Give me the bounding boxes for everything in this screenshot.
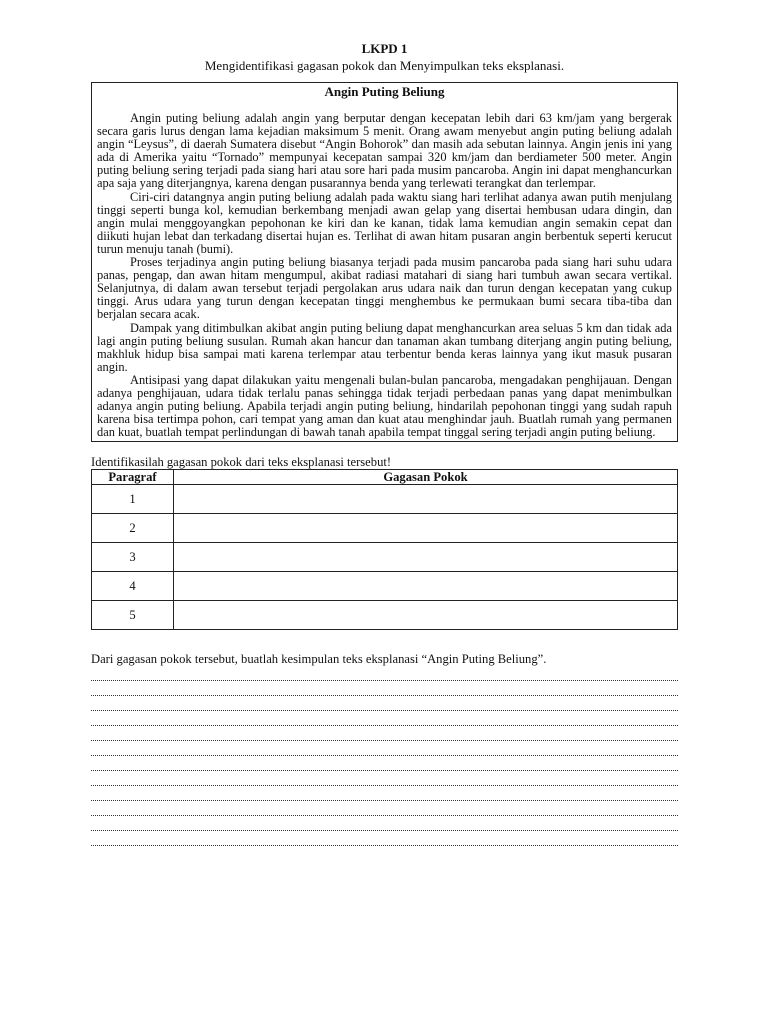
- reading-paragraph-5: Antisipasi yang dapat dilakukan yaitu mengenali bulan-bulan pancaroba, mengadakan penghijauan. Dengan adanya penghijauan, udara tidak terlalu panas sehingga tidak terjadi perbedaan panas yang dapat menimbulkan adanya angin puting beliung. Apabila terjadi angin puting beliung, hindarilah pepohonan tinggi yang sudah rapuh karena bisa tertimpa pohon, cari tempat yang aman dan kuat atau menghindar jauh. Buatlah rumah yang permanen dan kuat, buatlah tempat perlindungan di bawah tanah apabila tempat tinggal sering terjadi angin puting beliung.: [97, 372, 672, 440]
- table-row: [92, 543, 678, 572]
- table-row: [92, 601, 678, 630]
- main-idea-answer-cell[interactable]: [174, 601, 678, 630]
- paragraph-number-cell: 3: [92, 543, 174, 572]
- main-idea-table: [91, 469, 678, 630]
- dotted-answer-line[interactable]: [91, 771, 678, 786]
- dotted-answer-line[interactable]: [91, 831, 678, 846]
- task1-instruction: Identifikasilah gagasan pokok dari teks eksplanasi tersebut!: [91, 455, 392, 470]
- paragraph-number-cell: 2: [92, 514, 174, 543]
- table-header-row: [92, 470, 678, 485]
- conclusion-answer-lines[interactable]: [91, 666, 678, 846]
- page-title: LKPD 1: [361, 41, 408, 56]
- worksheet-page: [91, 40, 678, 846]
- reading-title: Angin Puting Beliung: [324, 84, 445, 99]
- dotted-answer-line[interactable]: [91, 756, 678, 771]
- dotted-answer-line[interactable]: [91, 726, 678, 741]
- paragraph-number-cell: 5: [92, 601, 174, 630]
- reading-paragraph-4: Dampak yang ditimbulkan akibat angin puting beliung dapat menghancurkan area seluas 5 km dan tidak ada lagi angin puting beliung susulan. Rumah akan hancur dan tanaman akan tumbang diterjang angin puting beliung, makhluk hidup bisa sampai mati karena terlempar atau terbentur benda keras lainnya yang ikut masuk pusaran angin.: [97, 320, 672, 374]
- dotted-answer-line[interactable]: [91, 801, 678, 816]
- reading-paragraph-2: Ciri-ciri datangnya angin puting beliung adalah pada waktu siang hari terlihat adanya awan putih menjulang tinggi seperti bunga kol, kemudian berkembang menjadi awan gelap yang disertai hembusan udara dingin, dan angin mulai menggoyangkan pepohonan ke kiri dan ke kanan, tidak lama kemudian angin semakin cepat dan diikuti hujan lebat dan terkadang disertai hujan es. Terlihat di awan hitam pusaran angin berbentuk seperti kerucut turun menuju tanah (bumi).: [97, 189, 672, 256]
- column-header-gagasan-pokok: Gagasan Pokok: [174, 470, 678, 485]
- paragraph-number-cell: 4: [92, 572, 174, 601]
- reading-text-box: [91, 82, 678, 442]
- dotted-answer-line[interactable]: [91, 786, 678, 801]
- main-idea-answer-cell[interactable]: [174, 543, 678, 572]
- dotted-answer-line[interactable]: [91, 666, 678, 681]
- table-row: [92, 514, 678, 543]
- dotted-answer-line[interactable]: [91, 741, 678, 756]
- paragraph-number-cell: 1: [92, 485, 174, 514]
- dotted-answer-line[interactable]: [91, 711, 678, 726]
- reading-paragraph-1: Angin puting beliung adalah angin yang berputar dengan kecepatan lebih dari 63 km/jam yang bergerak secara garis lurus dengan lama kejadian maksimum 5 menit. Orang awam menyebut angin puting beliung adalah angin “Leysus”, di daerah Sumatera disebut “Angin Bohorok” dan masih ada sebutan lainnya. Angin jenis ini yang ada di Amerika yaitu “Tornado” mempunyai kecepatan sampai 320 km/jam dan berdiameter 500 meter. Angin puting beliung sering terjadi pada siang hari atau sore hari pada musim pancaroba. Angin ini dapat menghancurkan apa saja yang diterjangnya, karena dengan pusarannya benda yang terlewati terangkat dan terlempar.: [97, 111, 672, 191]
- reading-paragraph-3: Proses terjadinya angin puting beliung biasanya terjadi pada musim pancaroba pada siang hari suhu udara panas, pengap, dan awan hitam mengumpul, akibat radiasi matahari di siang hari tumbuh awan secara vertikal. Selanjutnya, di dalam awan tersebut terjadi pergolakan arus udara naik dan turun dengan kecepatan yang cukup tinggi. Arus udara yang turun dengan kecepatan tinggi menghembus ke permukaan bumi secara tiba-tiba dan berjalan secara acak.: [97, 255, 672, 322]
- dotted-answer-line[interactable]: [91, 681, 678, 696]
- dotted-answer-line[interactable]: [91, 816, 678, 831]
- table-row: [92, 572, 678, 601]
- column-header-paragraf: Paragraf: [92, 470, 174, 485]
- dotted-answer-line[interactable]: [91, 696, 678, 711]
- main-idea-answer-cell[interactable]: [174, 514, 678, 543]
- page-subtitle: Mengidentifikasi gagasan pokok dan Menyimpulkan teks eksplanasi.: [204, 58, 565, 73]
- main-idea-answer-cell[interactable]: [174, 572, 678, 601]
- main-idea-answer-cell[interactable]: [174, 485, 678, 514]
- task2-instruction: Dari gagasan pokok tersebut, buatlah kesimpulan teks eksplanasi “Angin Puting Beliung”.: [91, 652, 547, 667]
- table-row: [92, 485, 678, 514]
